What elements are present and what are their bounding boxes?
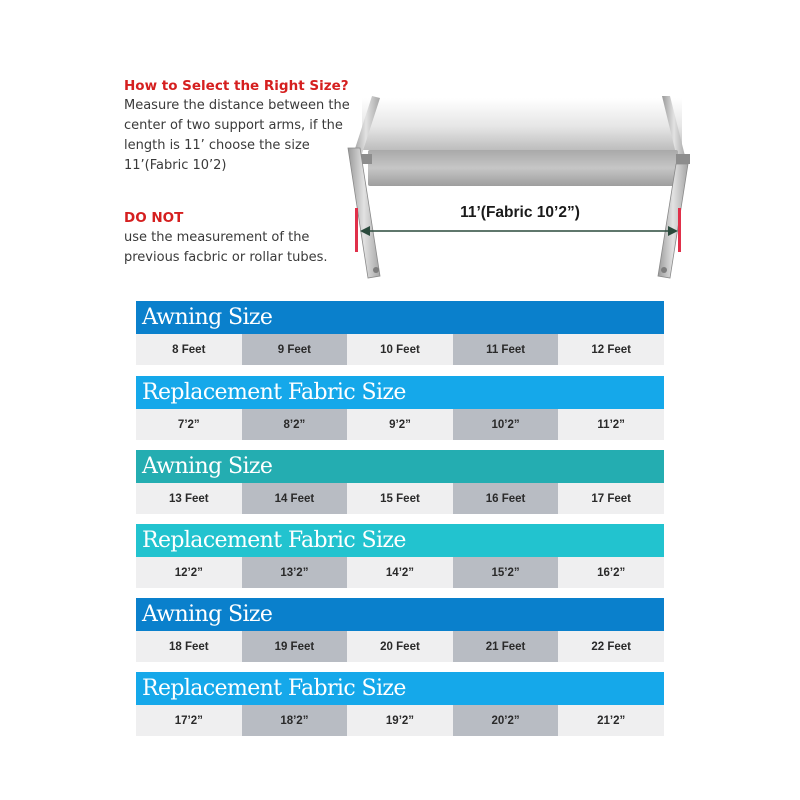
table-cell: 14’2” <box>347 557 453 588</box>
table-cell: 10’2” <box>453 409 559 440</box>
do-not-text: use the measurement of the previous facbric or rollar tubes. <box>124 230 328 265</box>
table-row <box>136 483 664 514</box>
table-cell: 11 Feet <box>453 334 559 365</box>
table-cell: 14 Feet <box>242 483 348 514</box>
left-arm-indicator <box>355 208 358 252</box>
table-cell: 20’2” <box>453 705 559 736</box>
table-cell: 15 Feet <box>347 483 453 514</box>
size-table-2 <box>136 376 664 440</box>
table-cell: 16 Feet <box>453 483 559 514</box>
right-arm-indicator <box>678 208 681 252</box>
table-row <box>136 631 664 662</box>
table-header: Awning Size <box>136 301 664 334</box>
table-cell: 21’2” <box>558 705 664 736</box>
size-table-6 <box>136 672 664 736</box>
table-cell: 9 Feet <box>242 334 348 365</box>
table-cell: 17’2” <box>136 705 242 736</box>
table-cell: 9’2” <box>347 409 453 440</box>
roller-tube <box>368 150 678 186</box>
select-size-text: Measure the distance between the center of two support arms, if the length is 11’ choose the size 11’(Fabric 10’2) <box>124 98 350 173</box>
table-cell: 17 Feet <box>558 483 664 514</box>
table-header: Replacement Fabric Size <box>136 672 664 705</box>
table-cell: 20 Feet <box>347 631 453 662</box>
do-not-heading: DO NOT <box>124 210 184 226</box>
table-row <box>136 557 664 588</box>
table-header: Awning Size <box>136 598 664 631</box>
table-cell: 18’2” <box>242 705 348 736</box>
table-cell: 18 Feet <box>136 631 242 662</box>
table-cell: 15’2” <box>453 557 559 588</box>
table-header: Awning Size <box>136 450 664 483</box>
awning-illustration <box>330 88 710 293</box>
select-size-heading: How to Select the Right Size? <box>124 78 349 94</box>
instructions <box>124 76 364 268</box>
table-cell: 19 Feet <box>242 631 348 662</box>
measurement-label: 11’(Fabric 10’2”) <box>460 204 580 221</box>
table-cell: 13’2” <box>242 557 348 588</box>
table-cell: 7’2” <box>136 409 242 440</box>
table-cell: 8’2” <box>242 409 348 440</box>
table-row <box>136 705 664 736</box>
size-table-1 <box>136 301 664 365</box>
table-row <box>136 409 664 440</box>
table-cell: 11’2” <box>558 409 664 440</box>
awning-canopy <box>362 98 682 150</box>
table-cell: 21 Feet <box>453 631 559 662</box>
table-cell: 13 Feet <box>136 483 242 514</box>
table-cell: 10 Feet <box>347 334 453 365</box>
table-header: Replacement Fabric Size <box>136 524 664 557</box>
size-table-5 <box>136 598 664 662</box>
table-cell: 19’2” <box>347 705 453 736</box>
table-header: Replacement Fabric Size <box>136 376 664 409</box>
table-cell: 8 Feet <box>136 334 242 365</box>
table-cell: 12 Feet <box>558 334 664 365</box>
table-row <box>136 334 664 365</box>
table-cell: 22 Feet <box>558 631 664 662</box>
size-table-4 <box>136 524 664 588</box>
table-cell: 12’2” <box>136 557 242 588</box>
table-cell: 16’2” <box>558 557 664 588</box>
size-table-3 <box>136 450 664 514</box>
